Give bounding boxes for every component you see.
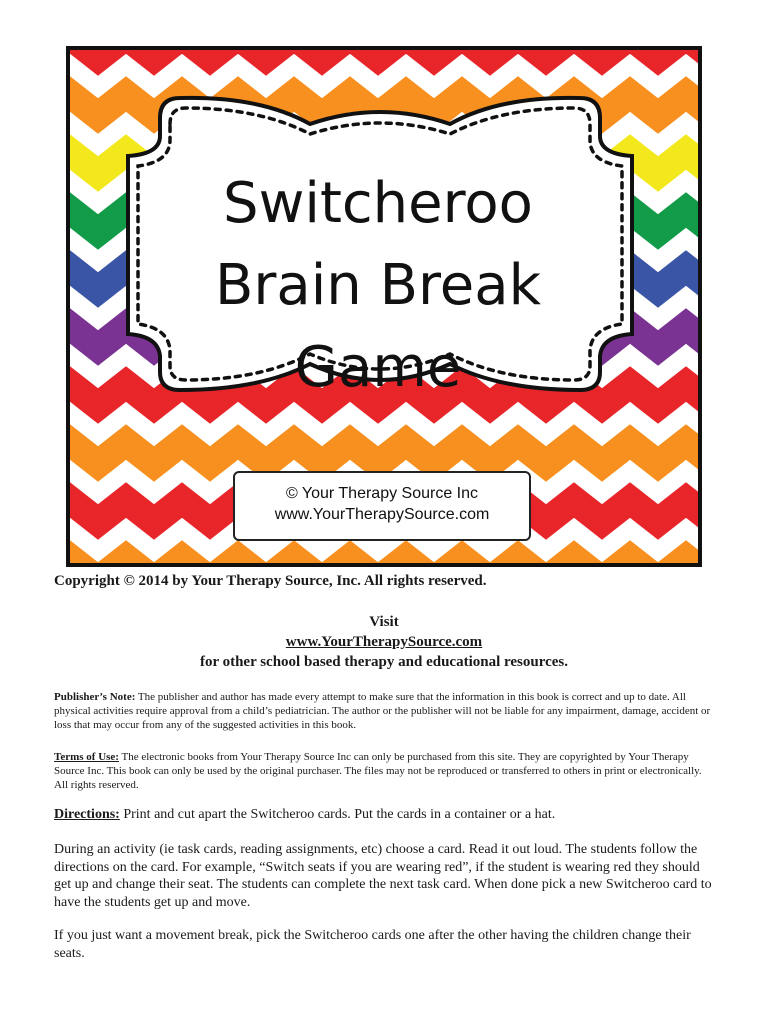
cover-illustration xyxy=(66,46,702,567)
directions-paragraph xyxy=(54,806,718,824)
chevron-stripe xyxy=(70,50,698,58)
cover-artwork xyxy=(70,50,698,563)
credit-website: www.YourTherapySource.com xyxy=(274,506,490,523)
visit-heading: Visit xyxy=(369,614,399,630)
chevron-stripe xyxy=(70,442,698,464)
terms-label: Terms of Use: xyxy=(54,751,119,763)
activity-paragraph: During an activity (ie task cards, reading assignments, etc) choose a card. Read it out loud. The students follow the directions on the card. For example, “Switch seats if you are wearing red”, if the student is wearing red they should get up and change their seat. The students can complete the next task card. When done pick a new Switcheroo card to have the students get up and move. xyxy=(54,842,712,910)
copyright-line: Copyright © 2014 by Your Therapy Source, Inc. All rights reserved. xyxy=(54,573,487,589)
publisher-note xyxy=(54,690,714,732)
chevron-stripe xyxy=(70,558,698,563)
title-line-1: Switcheroo xyxy=(223,171,533,236)
title-line-2: Brain Break xyxy=(214,253,542,318)
movement-paragraph: If you just want a movement break, pick the Switcheroo cards one after the other having the children change their seats. xyxy=(54,928,691,961)
title-line-3: Game xyxy=(294,335,462,400)
visit-block xyxy=(0,612,768,672)
publisher-note-label: Publisher’s Note: xyxy=(54,691,136,703)
terms-of-use xyxy=(54,750,714,792)
terms-text: The electronic books from Your Therapy Source Inc can only be purchased from this site. They are copyrighted by Your Therapy Source Inc. This book can only be used by the original purchaser. The files may not be reproduced or transferred to others in print or electronically. All rights reserved. xyxy=(54,751,702,791)
publisher-note-text: The publisher and author has made every attempt to make sure that the information in this book is correct and up to date. All physical activities require approval from a child’s pediatrician. The author or the publisher will not be liable for any impairment, damage, accident or loss that may occur from any of the suggested activities in this book. xyxy=(54,691,711,731)
visit-tagline: for other school based therapy and educational resources. xyxy=(199,654,569,670)
website-link[interactable]: www.YourTherapySource.com xyxy=(285,634,483,650)
credit-copyright: © Your Therapy Source Inc xyxy=(285,485,479,502)
directions-text: Print and cut apart the Switcheroo cards. Put the cards in a container or a hat. xyxy=(119,807,556,822)
directions-label: Directions: xyxy=(54,807,120,822)
